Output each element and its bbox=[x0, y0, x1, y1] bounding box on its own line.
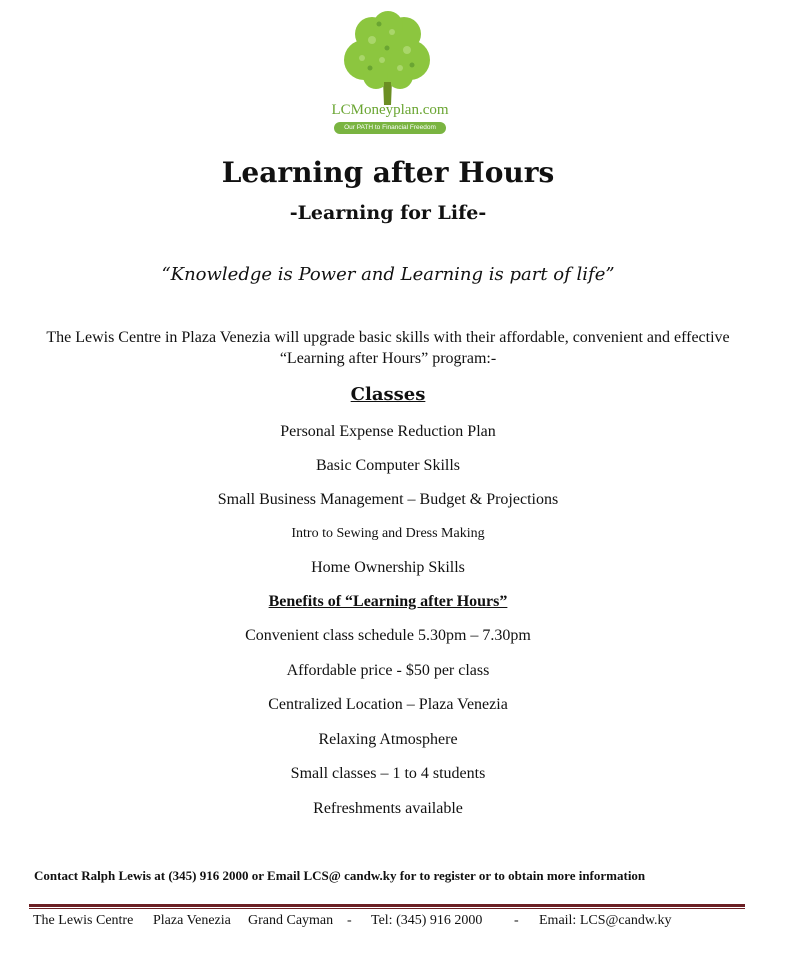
class-item: Personal Expense Reduction Plan bbox=[280, 423, 496, 440]
brand-tagline: Our PATH to Financial Freedom bbox=[334, 122, 446, 134]
benefit-item: Small classes – 1 to 4 students bbox=[290, 765, 486, 782]
quote: “Knowledge is Power and Learning is part of life” bbox=[161, 264, 615, 285]
benefit-item: Convenient class schedule 5.30pm – 7.30pm bbox=[245, 627, 531, 644]
footer-separator: - bbox=[514, 913, 519, 928]
class-item: Home Ownership Skills bbox=[311, 559, 465, 576]
benefit-item: Affordable price - $50 per class bbox=[286, 662, 490, 679]
class-item: Basic Computer Skills bbox=[316, 457, 460, 474]
footer-email: Email: LCS@candw.ky bbox=[539, 913, 672, 928]
brand-name: LCMoneyplan.com bbox=[331, 102, 449, 118]
page-title: Learning after Hours bbox=[221, 156, 555, 189]
classes-heading: Classes bbox=[350, 384, 426, 405]
footer-phone: Tel: (345) 916 2000 bbox=[371, 913, 483, 928]
footer-separator: - bbox=[347, 913, 352, 928]
intro-line-1: The Lewis Centre in Plaza Venezia will upgrade basic skills with their affordable, convenient and effective bbox=[46, 329, 730, 346]
benefit-item: Refreshments available bbox=[313, 800, 463, 817]
class-item: Intro to Sewing and Dress Making bbox=[291, 526, 485, 541]
benefit-item: Centralized Location – Plaza Venezia bbox=[268, 696, 508, 713]
contact-line: Contact Ralph Lewis at (345) 916 2000 or Email LCS@ candw.ky for to register or to obtain more information bbox=[34, 868, 646, 883]
tree-icon bbox=[312, 10, 462, 140]
benefit-item: Relaxing Atmosphere bbox=[318, 731, 458, 748]
footer-location: Plaza Venezia bbox=[153, 913, 231, 928]
intro-line-2: “Learning after Hours” program:- bbox=[279, 350, 497, 367]
page-subtitle: -Learning for Life- bbox=[289, 202, 487, 224]
footer-island: Grand Cayman bbox=[248, 913, 334, 928]
footer-org: The Lewis Centre bbox=[33, 913, 134, 928]
logo bbox=[312, 10, 462, 140]
footer-divider bbox=[29, 904, 745, 911]
class-item: Small Business Management – Budget & Projections bbox=[217, 491, 559, 508]
benefits-heading: Benefits of “Learning after Hours” bbox=[268, 593, 508, 610]
